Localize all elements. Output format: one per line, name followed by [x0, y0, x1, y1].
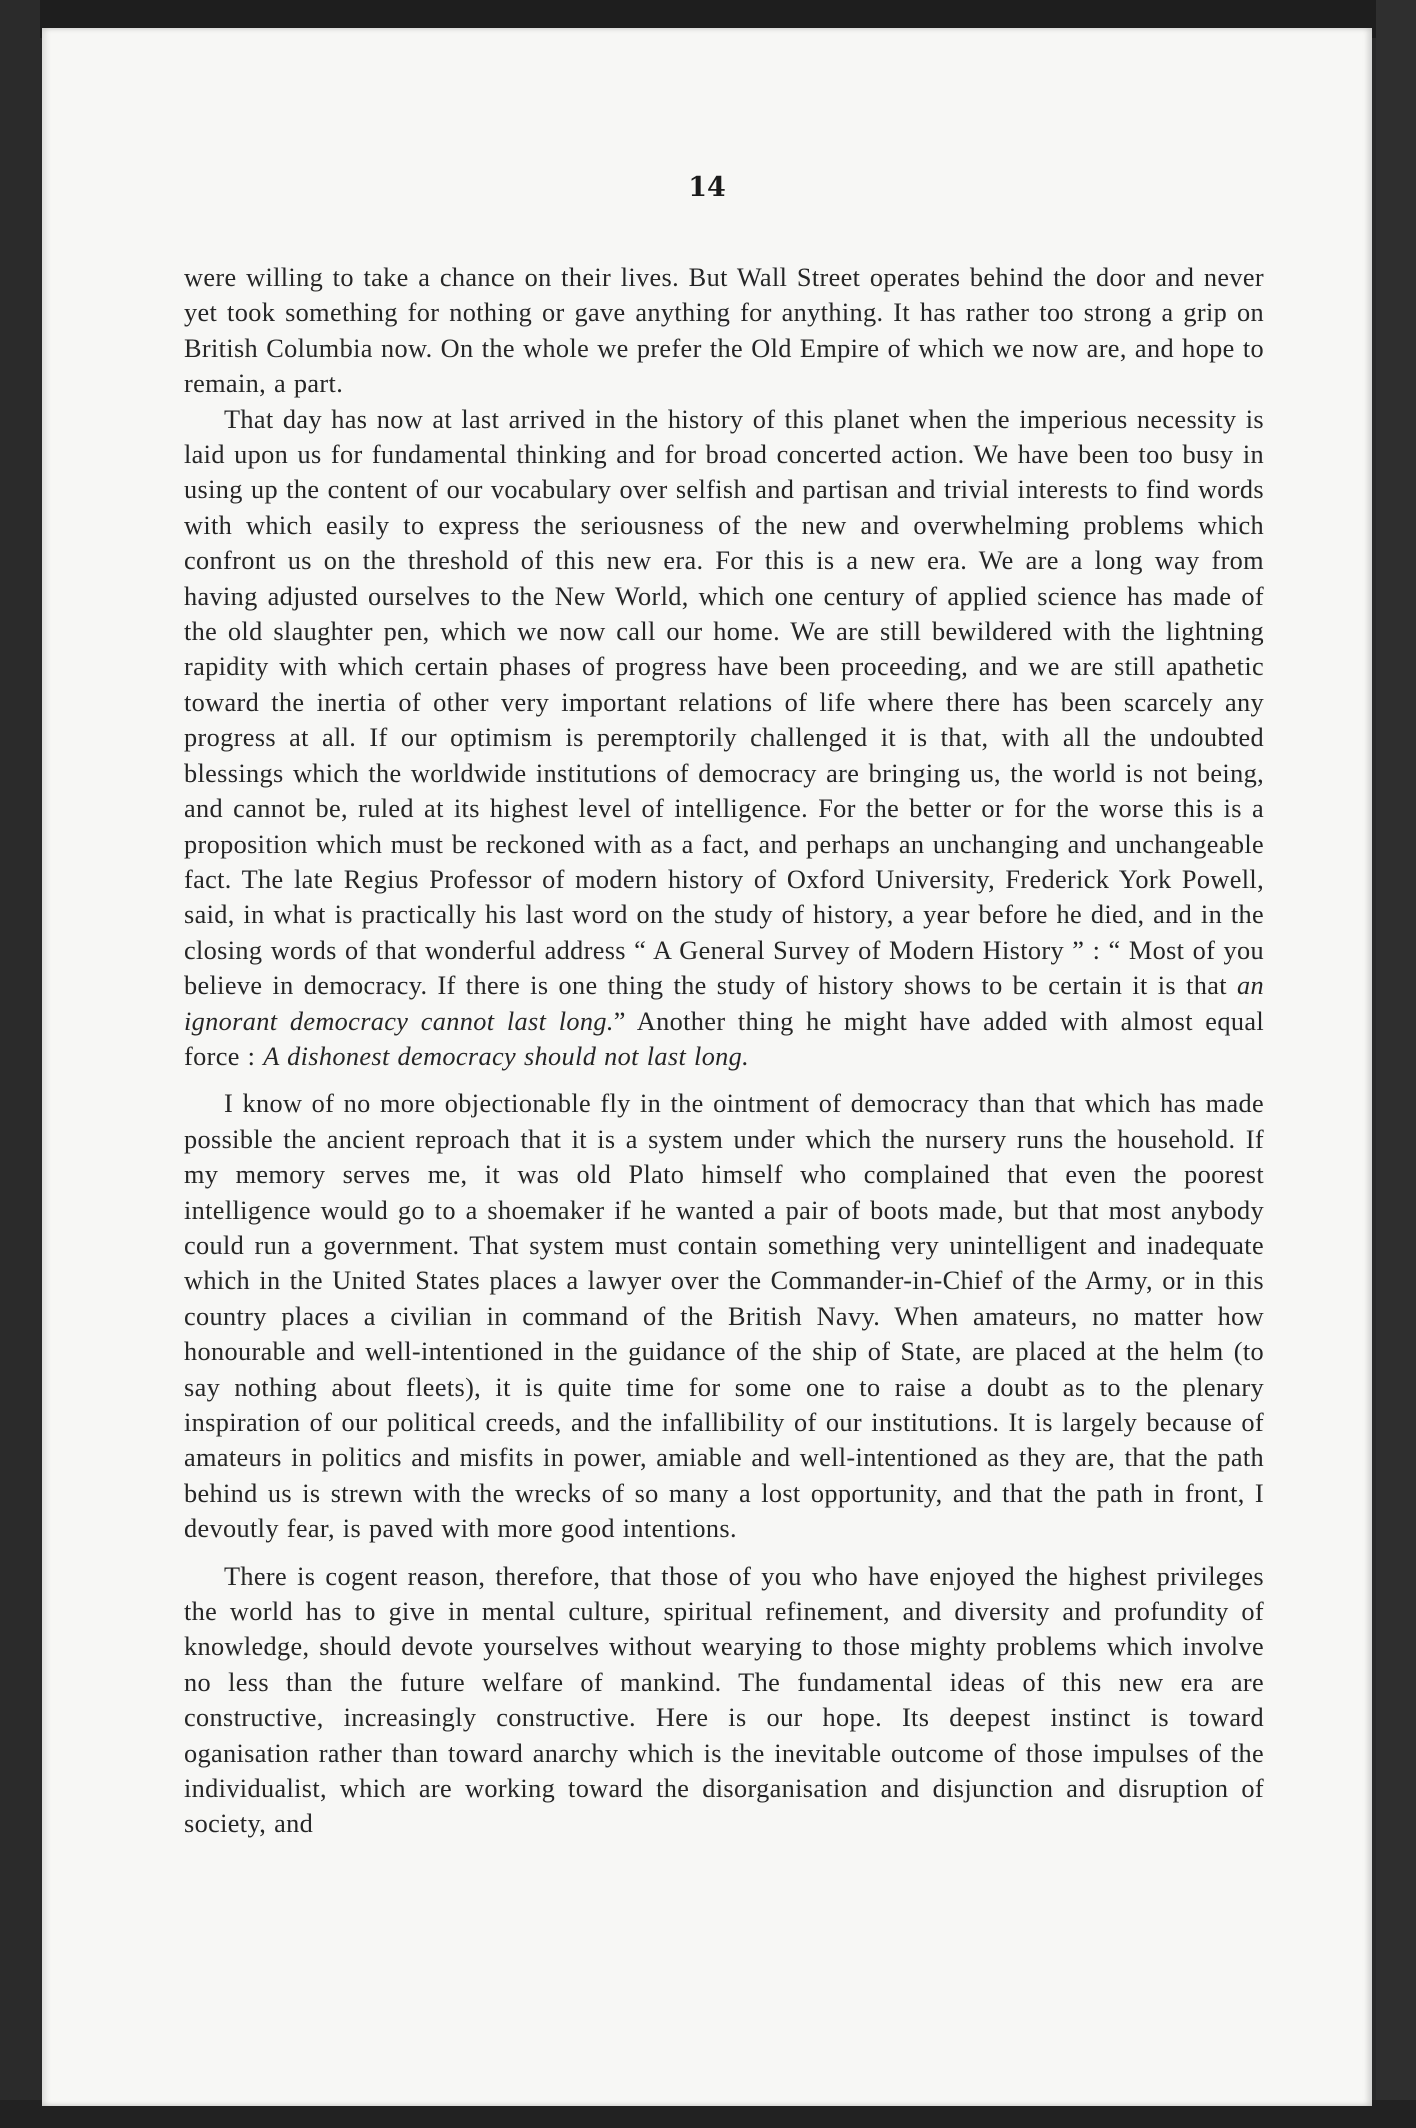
paragraph-3: I know of no more objectionable fly in the ointment of democracy than that which has made possible the ancient reproach that it is a system under which the nursery runs the household. If my memory serves me, it was old Plato himself who complained that even the poorest intelligence would go to a shoemaker if he wanted a pair of boots made, but that most anybody could run a government. That system must contain something very unintelligent and inadequate which in the United States places a lawyer over the Commander-in-Chief of the Army, or in this country places a civilian in command of the British Navy. When amateurs, no matter how honourable and well-intentioned in the guidance of the ship of State, are placed at the helm (to say nothing about fleets), it is quite time for some one to raise a doubt as to the plenary inspiration of our political creeds, and the infallibility of our institutions. It is largely because of amateurs in politics and misfits in power, amiable and well-intentioned as they are, that the path behind us is strewn with the wrecks of so many a lost opportunity, and that the path in front, I devoutly fear, is paved with more good intentions. [184, 1089, 1264, 1544]
paragraph-1: were willing to take a chance on their lives. But Wall Street operates behind the door and never yet took something for nothing or gave anything for anything. It has rather too strong a grip on British Columbia now. On the whole we prefer the Old Empire of which we now are, and hope to remain, a part. [184, 263, 1264, 399]
page-number: 14 [688, 172, 726, 203]
paragraph-4: There is cogent reason, therefore, that those of you who have enjoyed the highest privileges the world has to give in mental culture, spiritual refinement, and diversity and profundity of knowledge, should devote yourselves without wearying to those mighty problems which involve no less than the future welfare of mankind. The fundamental ideas of this new era are constructive, increasingly constructive. Here is our hope. Its deepest instinct is toward oganisation rather than toward anarchy which is the inevitable outcome of those impulses of the individualist, which are working toward the disorganisation and disjunction and disruption of society, and [184, 1561, 1264, 1839]
document-page [42, 28, 1372, 2106]
scan-right-edge [1376, 0, 1416, 2128]
paragraph-2-text: That day has now at last arrived in the history of this planet when the imperious necessity is laid upon us for fundamental thinking and for broad concerted action. We have been too busy in using up the content of our vocabulary over selfish and partisan and trivial interests to find words with which easily to express the seriousness of the new and overwhelming problems which confront us on the threshold of this new era. For this is a new era. We are a long way from having adjusted ourselves to the New World, which one century of applied science has made of the old slaughter pen, which we now call our home. We are still bewildered with the lightning rapidity with which certain phases of progress have been proceeding, and we are still apathetic toward the inertia of other very important relations of life where there has been scarcely any progress at all. If our optimism is peremptorily challenged it is that, with all the undoubted blessings which the worldwide institutions of democracy are bringing us, the world is not being, and cannot be, ruled at its highest level of intelligence. For the better or for the worse this is a proposition which must be reckoned with as a fact, and perhaps an unchanging and unchangeable fact. The late Regius Professor of modern history of Oxford University, Frederick York Powell, said, in what is practically his last word on the study of history, a year before he died, and in the closing words of that wonderful address “ A General Survey of Modern History ” : “ Most of you believe in democracy. If there is one thing the study of history shows to be certain it is that [184, 404, 1264, 1001]
body-text [184, 260, 1264, 1842]
italic-quote-dishonest-democracy: A dishonest democracy should not last long. [263, 1041, 750, 1071]
scan-left-edge [0, 0, 40, 2128]
paragraph-2-text-continued: ” Another thing he might have added with almost equal force : [184, 1006, 1265, 1071]
paragraph-2 [184, 402, 1264, 1075]
italic-quote-ignorant-democracy: an ignorant democracy cannot last long. [184, 971, 1264, 1036]
